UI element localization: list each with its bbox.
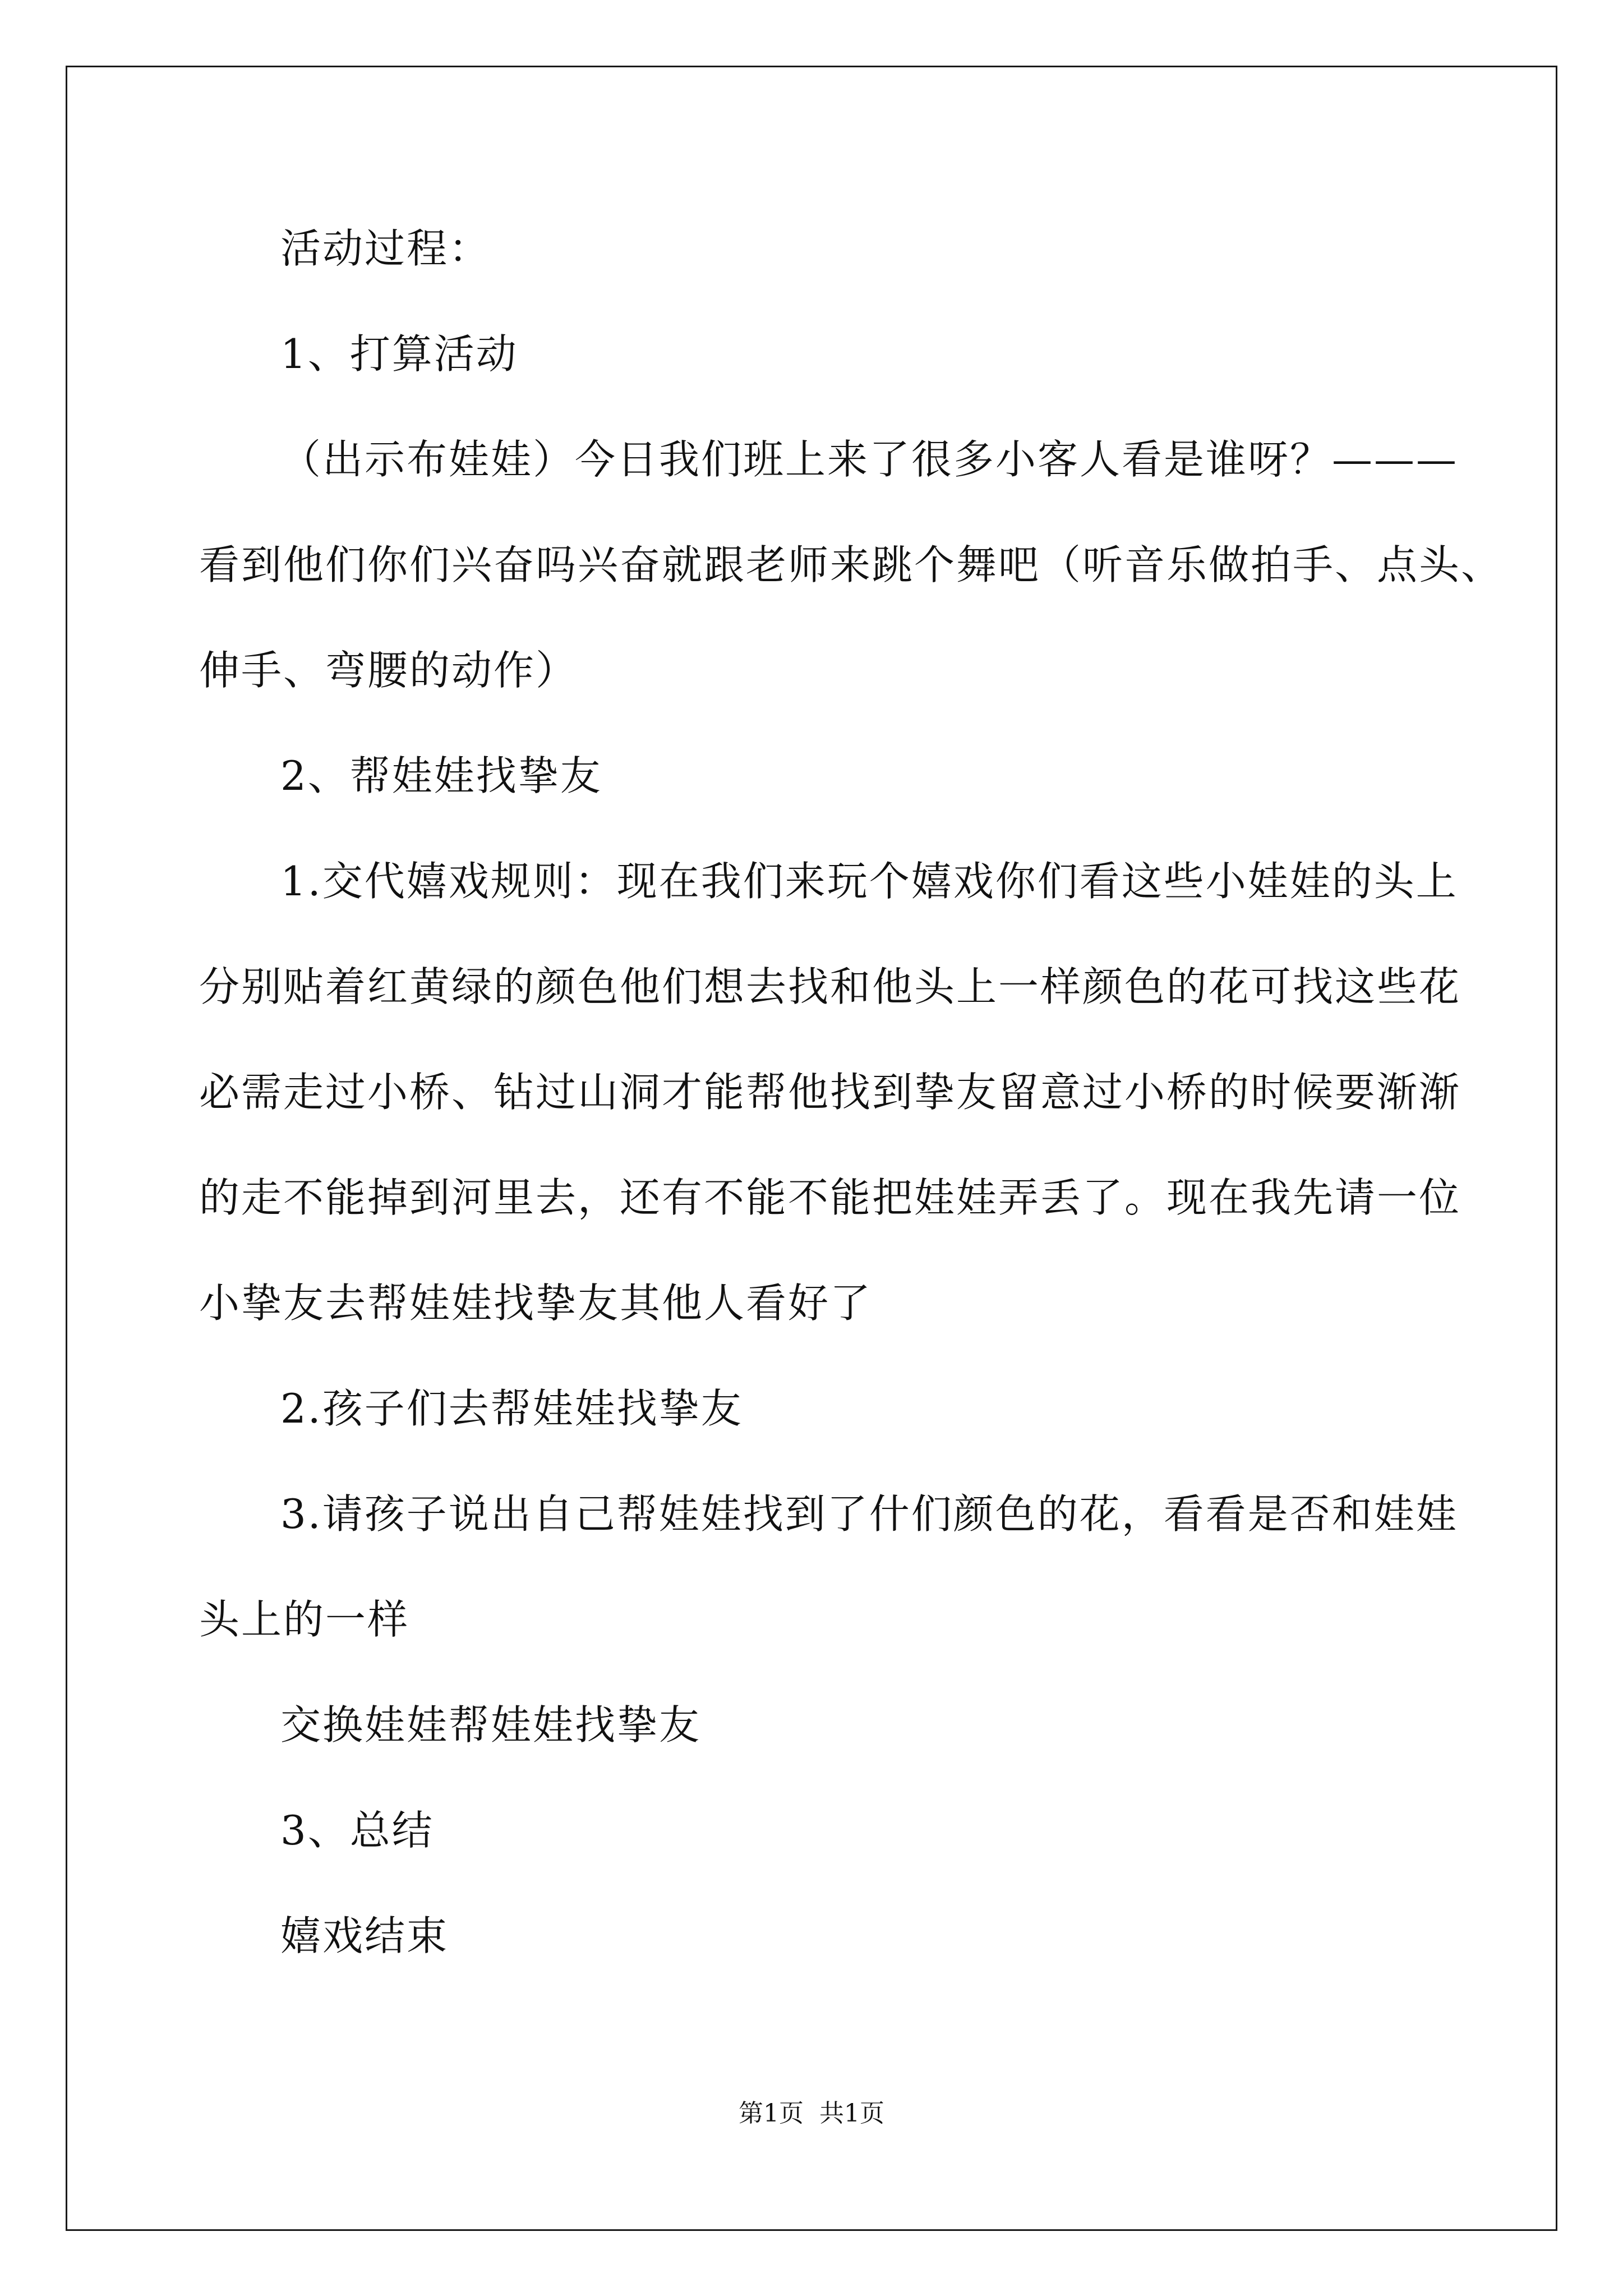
paragraph-line: 1.交代嬉戏规则：现在我们来玩个嬉戏你们看这些小娃娃的头上 — [280, 858, 1458, 905]
paragraph-line: 看到他们你们兴奋吗兴奋就跟老师来跳个舞吧（听音乐做拍手、点头、 — [199, 541, 1504, 588]
page-number: 第1页 — [739, 2099, 804, 2128]
paragraph-line: 3.请孩子说出自己帮娃娃找到了什们颜色的花，看看是否和娃娃 — [280, 1490, 1458, 1538]
step-1-heading: 1、打算活动 — [280, 330, 518, 378]
step-3-heading: 3、总结 — [280, 1807, 434, 1854]
paragraph-line: 2.孩子们去帮娃娃找挚友 — [280, 1385, 743, 1432]
paragraph-line: 头上的一样 — [199, 1596, 410, 1643]
step-2-heading: 2、帮娃娃找挚友 — [280, 752, 602, 799]
page-frame — [66, 66, 1557, 2231]
section-heading-process: 活动过程： — [280, 225, 491, 272]
paragraph-line: 的走不能掉到河里去，还有不能不能把娃娃弄丢了。现在我先请一位 — [199, 1174, 1461, 1221]
paragraph-line: 分别贴着红黄绿的颜色他们想去找和他头上一样颜色的花可找这些花 — [199, 963, 1461, 1010]
page-total: 共1页 — [819, 2099, 884, 2128]
paragraph-line: 交换娃娃帮娃娃找挚友 — [280, 1701, 702, 1749]
paragraph-line: 必需走过小桥、钻过山洞才能帮他找到挚友留意过小桥的时候要渐渐 — [199, 1069, 1461, 1116]
paragraph-line: 小挚友去帮娃娃找挚友其他人看好了 — [199, 1280, 873, 1327]
paragraph-line: 伸手、弯腰的动作） — [199, 647, 578, 694]
paragraph-line: （出示布娃娃）今日我们班上来了很多小客人看是谁呀？——— — [280, 436, 1459, 483]
page-footer — [0, 2097, 1623, 2131]
paragraph-line: 嬉戏结束 — [280, 1912, 449, 1959]
